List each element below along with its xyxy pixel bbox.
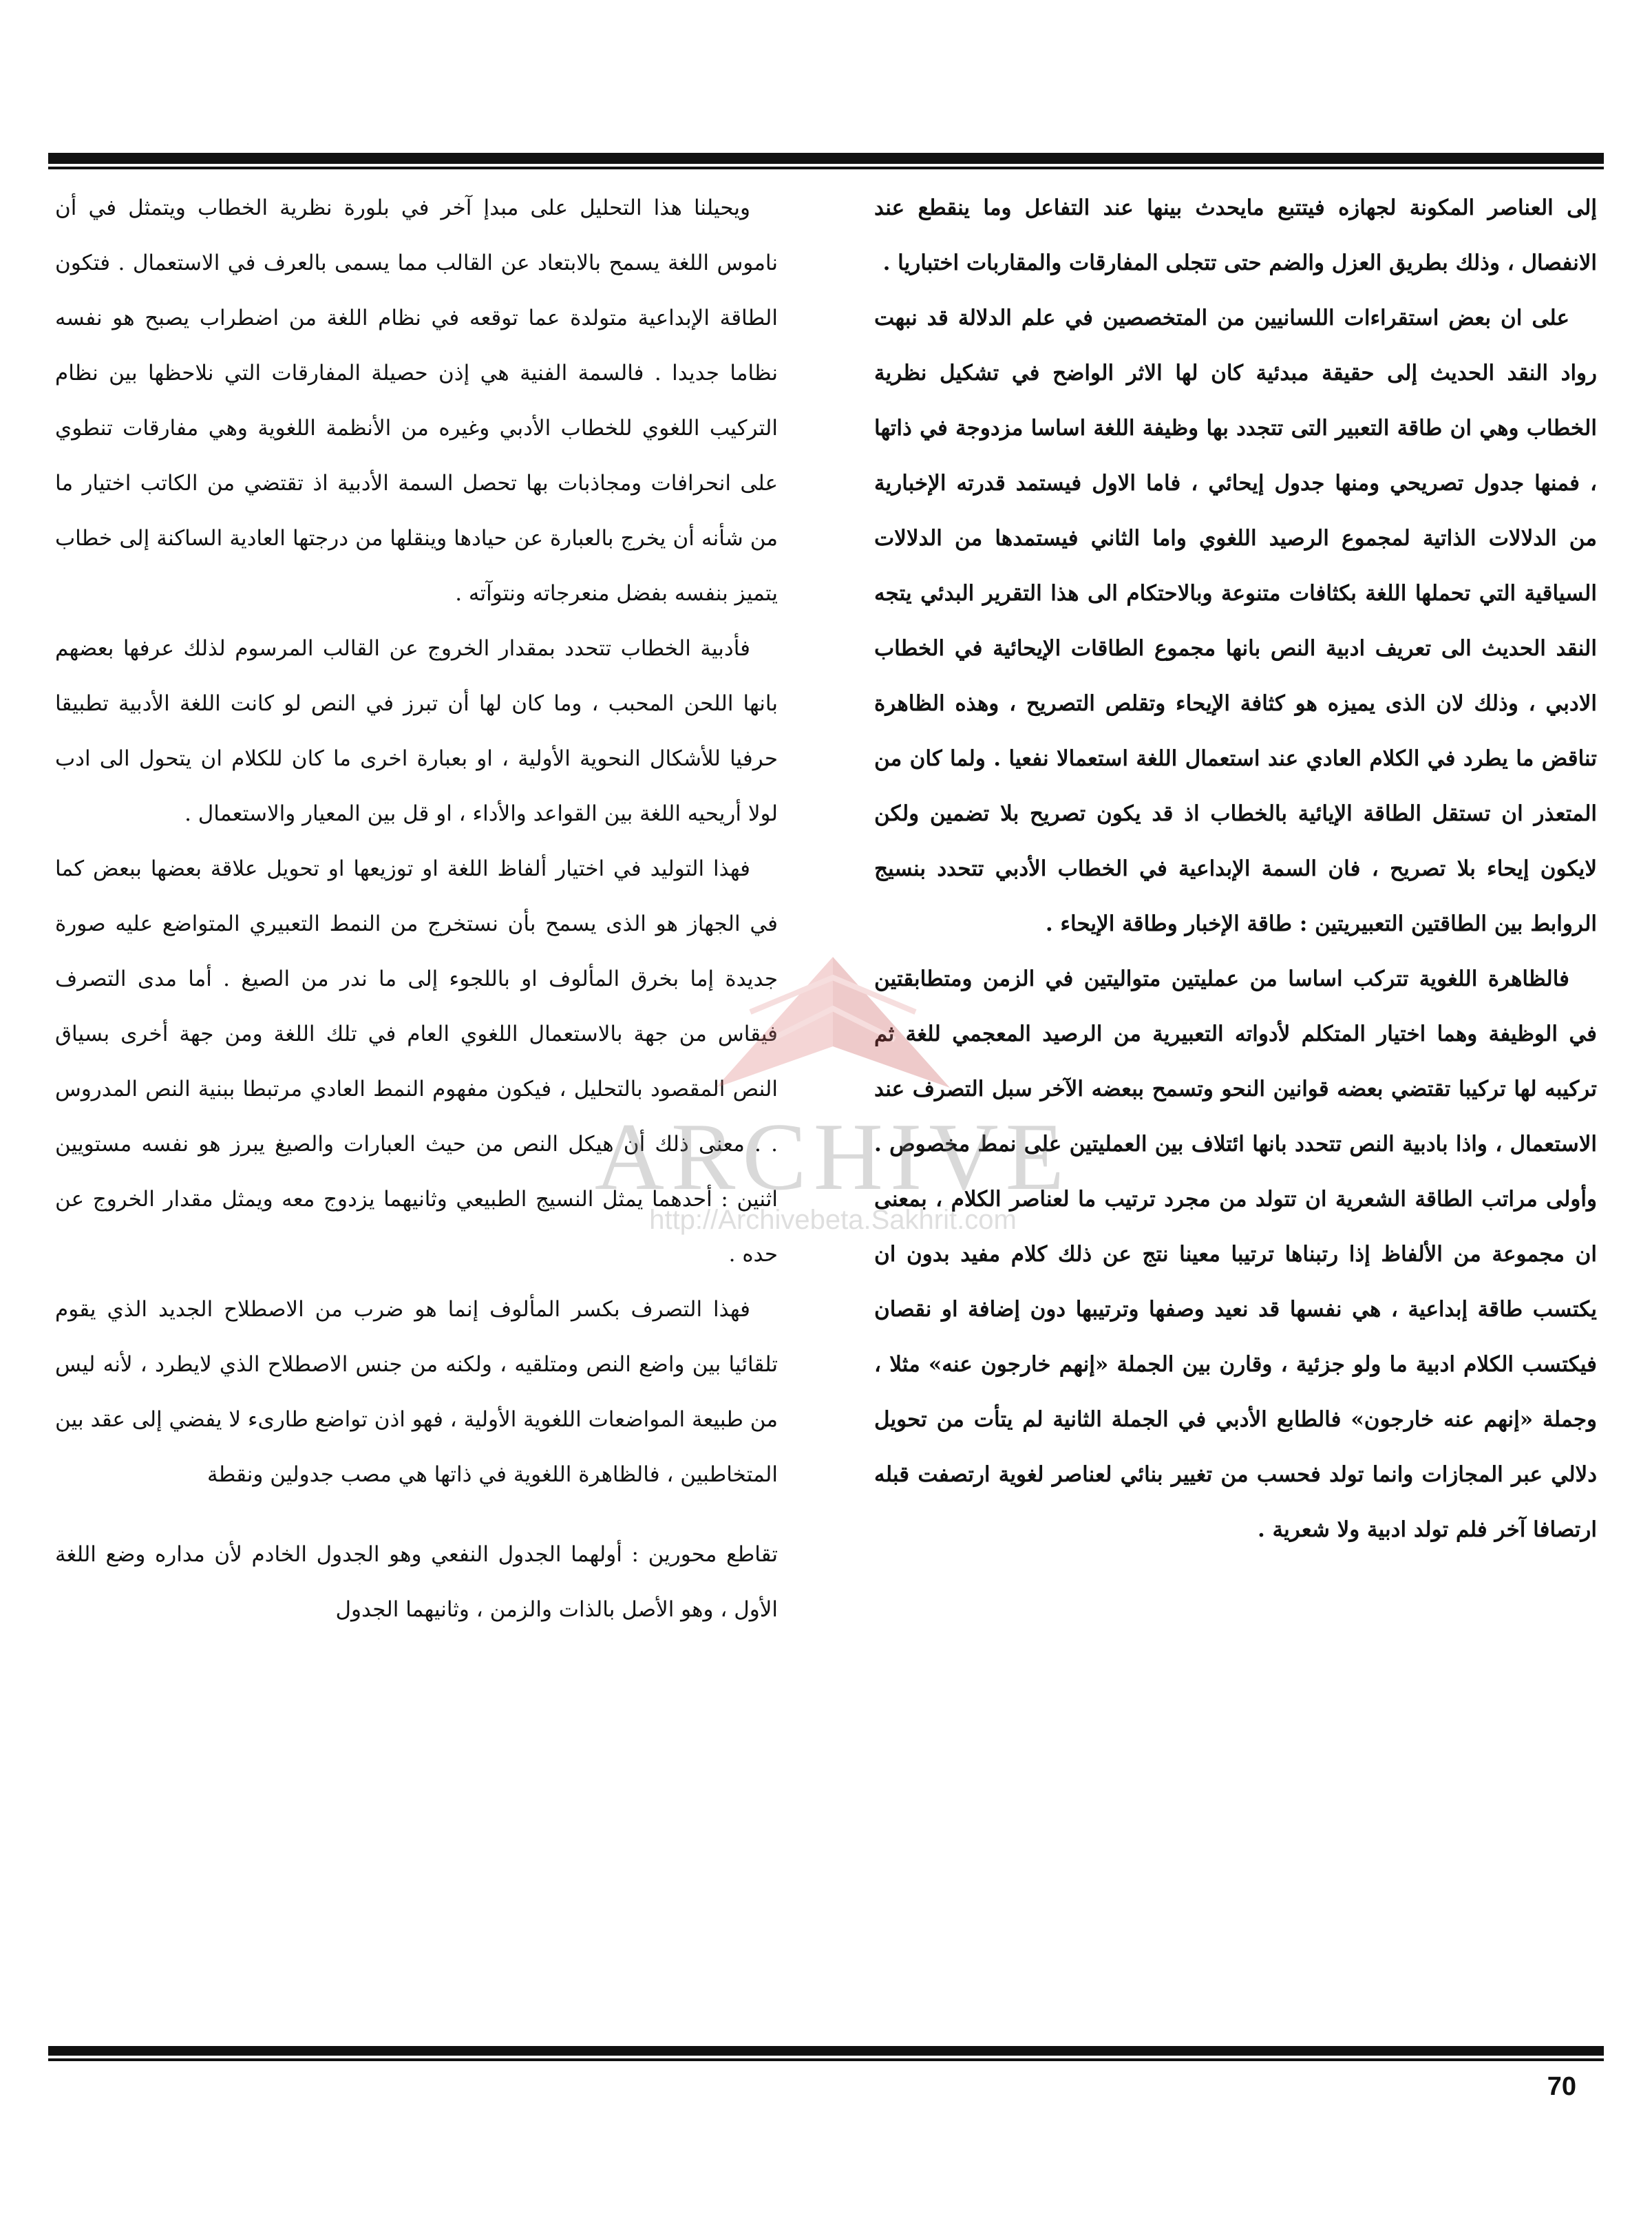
watermark-url: http://Archivebeta.Sakhrit.com <box>649 1205 1017 1235</box>
bottom-rule <box>48 2046 1604 2056</box>
paragraph: على ان بعض استقراءات اللسانيين من المتخصصين في علم الدلالة قد نبهت رواد النقد الحديث إلى حقيقة مبدئية كان لها الاثر الواضح في تشكيل نظرية الخطاب وهي ان طاقة التعبير التى تتجدد بها وظيفة اللغة اساسا مزدوجة في ذاتها ، فمنها جدول تصريحي ومنها جدول إيحائي ، فاما الاول فيستمد قدرته الإخبارية من الدلالات الذاتية لمجموع الرصيد اللغوي واما الثاني فيستمدها من الدلالات السياقية التي تحملها اللغة بكثافات متنوعة وبالاحتكام الى هذا التقرير البدئي يتجه النقد الحديث الى تعريف ادبية النص بانها مجموع الطاقات الإيحائية في الخطاب الادبي ، وذلك لان الذى يميزه هو كثافة الإيحاء وتقلص التصريح ، وهذه الظاهرة تناقض ما يطرد في الكلام العادي عند استعمال اللغة استعمالا نفعيا . ولما كان من المتعذر ان تستقل الطاقة الإيائية بالخطاب اذ قد يكون تصريح بلا تضمين ولكن لايكون إيحاء بلا تصريح ، فان السمة الإبداعية في الخطاب الأدبي تتحدد بنسيج الروابط بين الطاقتين التعبيريتين : طاقة الإخبار وطاقة الإيحاء . <box>874 306 1597 936</box>
watermark-title: ARCHIVE <box>594 1104 1072 1210</box>
paragraph: فهذا التصرف بكسر المألوف إنما هو ضرب من الاصطلاح الجديد الذي يقوم تلقائيا بين واضع النص ومتلقيه ، ولكنه من جنس الاصطلاح الذي لايطرد ، لأنه ليس من طبيعة المواضعات اللغوية الأولية ، فهو اذن تواضع طارىء لا يفضي إلى عقد بين المتخاطبين ، فالظاهرة اللغوية في ذاتها هي مصب جدولين ونقطة <box>55 1297 778 1487</box>
left-column <box>55 180 778 2005</box>
paragraph: فهذا التوليد في اختيار ألفاظ اللغة او توزيعها او تحويل علاقة بعضها ببعض كما في الجهاز هو الذى يسمح بأن نستخرج من النمط التعبيري المتواضع عليه صورة جديدة إما بخرق المألوف او باللجوء إلى ما ندر من الصيغ . أما مدى التصرف فيقاس من جهة بالاستعمال اللغوي العام في تلك اللغة ومن جهة أخرى بسياق النص المقصود بالتحليل ، فيكون مفهوم النمط العادي مرتبطا ببنية النص المدروس . . معنى ذلك أن هيكل النص من حيث العبارات والصيغ يبرز هو نفسه مستويين اثنين : أحدهما يمثل النسيج الطبيعي وثانيهما يزدوج معه ويمثل مقدار الخروج عن حده . <box>55 856 778 1267</box>
paragraph: تقاطع محورين : أولهما الجدول النفعي وهو الجدول الخادم لأن مداره وضع اللغة الأول ، وهو الأصل بالذات والزمن ، وثانيهما الجدول <box>55 1542 778 1622</box>
paragraph: فأدبية الخطاب تتحدد بمقدار الخروج عن القالب المرسوم لذلك عرفها بعضهم بانها اللحن المحبب ، وما كان لها أن تبرز في النص لو كانت اللغة الأدبية تطبيقا حرفيا للأشكال النحوية الأولية ، او بعبارة اخرى ما كان للكلام ان يتحول الى ادب لولا أريحيه اللغة بين القواعد والأداء ، او قل بين المعيار والاستعمال . <box>55 636 778 826</box>
page-number: 70 <box>1547 2072 1576 2101</box>
top-rule <box>48 153 1604 164</box>
top-rule-thin <box>48 167 1604 169</box>
paragraph: إلى العناصر المكونة لجهازه فيتتبع مايحدث بينها عند التفاعل وما ينقطع عند الانفصال ، وذلك بطريق العزل والضم حتى تتجلى المفارقات والمقاربات اختباريا . <box>874 196 1597 275</box>
paragraph: ويحيلنا هذا التحليل على مبدإ آخر في بلورة نظرية الخطاب ويتمثل في أن ناموس اللغة يسمح بالابتعاد عن القالب مما يسمى بالعرف في الاستعمال . فتكون الطاقة الإبداعية متولدة عما توقعه في نظام اللغة من اضطراب يصبح هو نفسه نظاما جديدا . فالسمة الفنية هي إذن حصيلة المفارقات التي نلاحظها بين نظام التركيب اللغوي للخطاب الأدبي وغيره من الأنظمة اللغوية وهي مفارقات تنطوي على انحرافات ومجاذبات بها تحصل السمة الأدبية اذ تقتضي من الكاتب اختيار ما من شأنه أن يخرج بالعبارة عن حيادها وينقلها من درجتها العادية الساكنة إلى خطاب يتميز بنفسه بفضل منعرجاته ونتوآته . <box>55 196 778 606</box>
right-column <box>874 180 1597 2005</box>
bottom-rule-thin <box>48 2058 1604 2061</box>
paragraph: فالظاهرة اللغوية تتركب اساسا من عمليتين متواليتين في الزمن ومتطابقتين في الوظيفة وهما اختيار المتكلم لأدواته التعبيرية من الرصيد المعجمي للغة ثم تركيبه لها تركيبا تقتضي بعضه قوانين النحو وتسمح ببعضه الآخر سبل التصرف عند الاستعمال ، واذا بادبية النص تتحدد بانها ائتلاف بين العمليتين على نمط مخصوص . وأولى مراتب الطاقة الشعرية ان تتولد من مجرد ترتيب ما لعناصر الكلام ، بمعنى ان مجموعة من الألفاظ إذا رتبناها ترتيبا معينا نتج عن ذلك كلام مفيد بدون ان يكتسب طاقة إبداعية ، هي نفسها قد نعيد وصفها وترتيبها دون إضافة او نقصان فيكتسب الكلام ادبية ما ولو جزئية ، وقارن بين الجملة «إنهم خارجون عنه» مثلا ، وجملة «إنهم عنه خارجون» فالطابع الأدبي في الجملة الثانية لم يتأت من تحويل دلالي عبر المجازات وانما تولد فحسب من تغيير بنائي لعناصر لغوية ارتصفت قبله ارتصافا آخر فلم تولد ادبية ولا شعرية . <box>874 967 1597 1542</box>
